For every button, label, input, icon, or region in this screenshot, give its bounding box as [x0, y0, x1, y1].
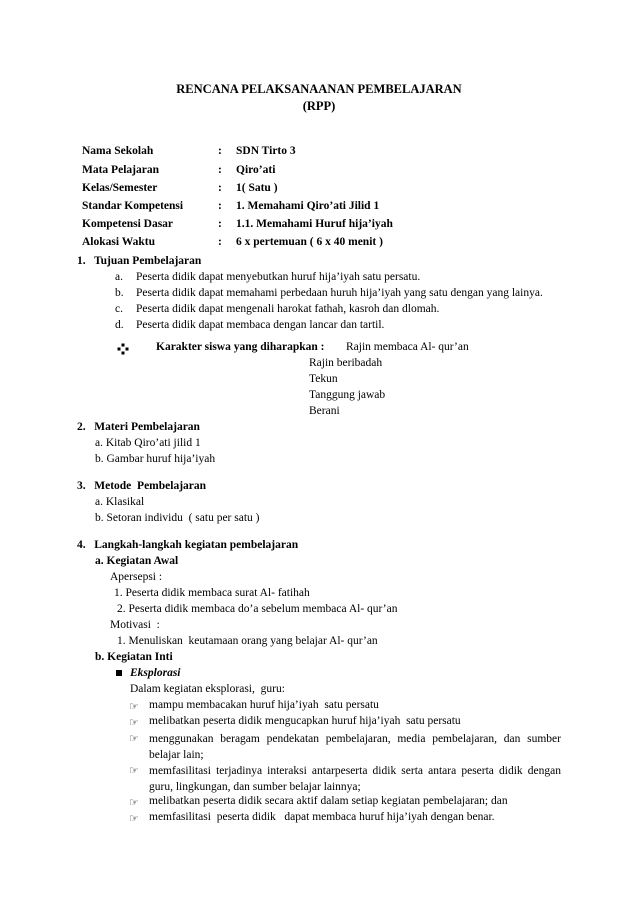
list-item: 1. Peserta didik membaca surat Al- fatihah: [114, 587, 310, 599]
section-heading: 1. Tujuan Pembelajaran: [77, 255, 202, 267]
page-title: RENCANA PELAKSANAANAN PEMBELAJARAN: [176, 82, 462, 96]
identity-value: 6 x pertemuan ( 6 x 40 menit ): [236, 236, 383, 248]
list-item: Peserta didik dapat membaca dengan lancar dan tartil.: [136, 319, 385, 331]
list-item: b. Gambar huruf hija’iyah: [95, 453, 216, 465]
list-marker: a.: [115, 271, 123, 283]
list-item: 2. Peserta didik membaca do’a sebelum membaca Al- qur’an: [117, 603, 398, 615]
identity-label: Kelas/Semester: [82, 182, 158, 194]
pointing-hand-icon: ☞: [129, 717, 139, 729]
section-heading: 2. Materi Pembelajaran: [77, 421, 200, 433]
list-item: b. Setoran individu ( satu per satu ): [95, 512, 260, 524]
list-item: mampu membacakan huruf hija’iyah satu persatu: [149, 699, 379, 711]
pointing-hand-icon: ☞: [129, 701, 139, 713]
identity-value: 1.1. Memahami Huruf hija’iyah: [236, 218, 393, 230]
identity-separator: :: [218, 218, 222, 230]
karakter-label: Karakter siswa yang diharapkan :: [156, 341, 325, 353]
pointing-hand-icon: ☞: [129, 765, 139, 777]
apersepsi-label: Apersepsi :: [110, 571, 163, 583]
list-item: Peserta didik dapat menyebutkan huruf hija’iyah satu persatu.: [136, 271, 421, 283]
identity-label: Mata Pelajaran: [82, 164, 159, 176]
identity-label: Standar Kompetensi: [82, 200, 184, 212]
karakter-value: Rajin beribadah: [309, 357, 383, 369]
subsection-heading: a. Kegiatan Awal: [95, 555, 179, 567]
identity-value: 1. Memahami Qiro’ati Jilid 1: [236, 200, 380, 212]
list-marker: d.: [115, 319, 124, 331]
list-item: Peserta didik dapat mengenali harokat fathah, kasroh dan dlomah.: [136, 303, 440, 315]
karakter-value: Tanggung jawab: [309, 389, 386, 401]
list-item: melibatkan peserta didik mengucapkan huruf hija’iyah satu persatu: [149, 715, 461, 727]
identity-label: Nama Sekolah: [82, 145, 154, 157]
eksplorasi-intro: Dalam kegiatan eksplorasi, guru:: [130, 683, 285, 695]
eksplorasi-label: Eksplorasi: [130, 667, 181, 679]
list-marker: b.: [115, 287, 124, 299]
list-item: memfasilitasi peserta didik dapat membaca huruf hija’iyah dengan benar.: [149, 811, 495, 823]
section-heading: 3. Metode Pembelajaran: [77, 480, 207, 492]
subsection-heading: b. Kegiatan Inti: [95, 651, 173, 663]
list-item: 1. Menuliskan keutamaan orang yang belajar Al- qur’an: [117, 635, 378, 647]
identity-label: Kompetensi Dasar: [82, 218, 174, 230]
identity-separator: :: [218, 182, 222, 194]
pointing-hand-icon: ☞: [129, 733, 139, 745]
identity-separator: :: [218, 164, 222, 176]
list-item: melibatkan peserta didik secara aktif dalam setiap kegiatan pembelajaran; dan: [149, 795, 508, 807]
karakter-value: Rajin membaca Al- qur’an: [346, 341, 469, 353]
diamond-bullet-icon: [117, 343, 129, 358]
identity-separator: :: [218, 145, 222, 157]
list-item: a. Kitab Qiro’ati jilid 1: [95, 437, 201, 449]
identity-label: Alokasi Waktu: [82, 236, 155, 248]
list-item: a. Klasikal: [95, 496, 145, 508]
identity-value: 1( Satu ): [236, 182, 278, 194]
list-marker: c.: [115, 303, 123, 315]
pointing-hand-icon: ☞: [129, 813, 139, 825]
list-item: memfasilitasi terjadinya interaksi antarpeserta didik serta antara peserta didik dengan guru, lingkungan, dan sumber belajar lainnya;: [149, 765, 561, 793]
karakter-value: Berani: [309, 405, 340, 417]
list-item: Peserta didik dapat memahami perbedaan huruh hija’iyah yang satu dengan yang lainya.: [136, 287, 543, 299]
section-heading: 4. Langkah-langkah kegiatan pembelajaran: [77, 539, 299, 551]
list-item: menggunakan beragam pendekatan pembelajaran, media pembelajaran, dan sumber belajar lain;: [149, 733, 561, 761]
identity-value: SDN Tirto 3: [236, 145, 296, 157]
identity-separator: :: [218, 236, 222, 248]
square-bullet-icon: [116, 670, 122, 676]
motivasi-label: Motivasi :: [110, 619, 160, 631]
identity-value: Qiro’ati: [236, 164, 276, 176]
pointing-hand-icon: ☞: [129, 797, 139, 809]
page-subtitle: (RPP): [302, 99, 336, 113]
karakter-value: Tekun: [309, 373, 338, 385]
identity-separator: :: [218, 200, 222, 212]
